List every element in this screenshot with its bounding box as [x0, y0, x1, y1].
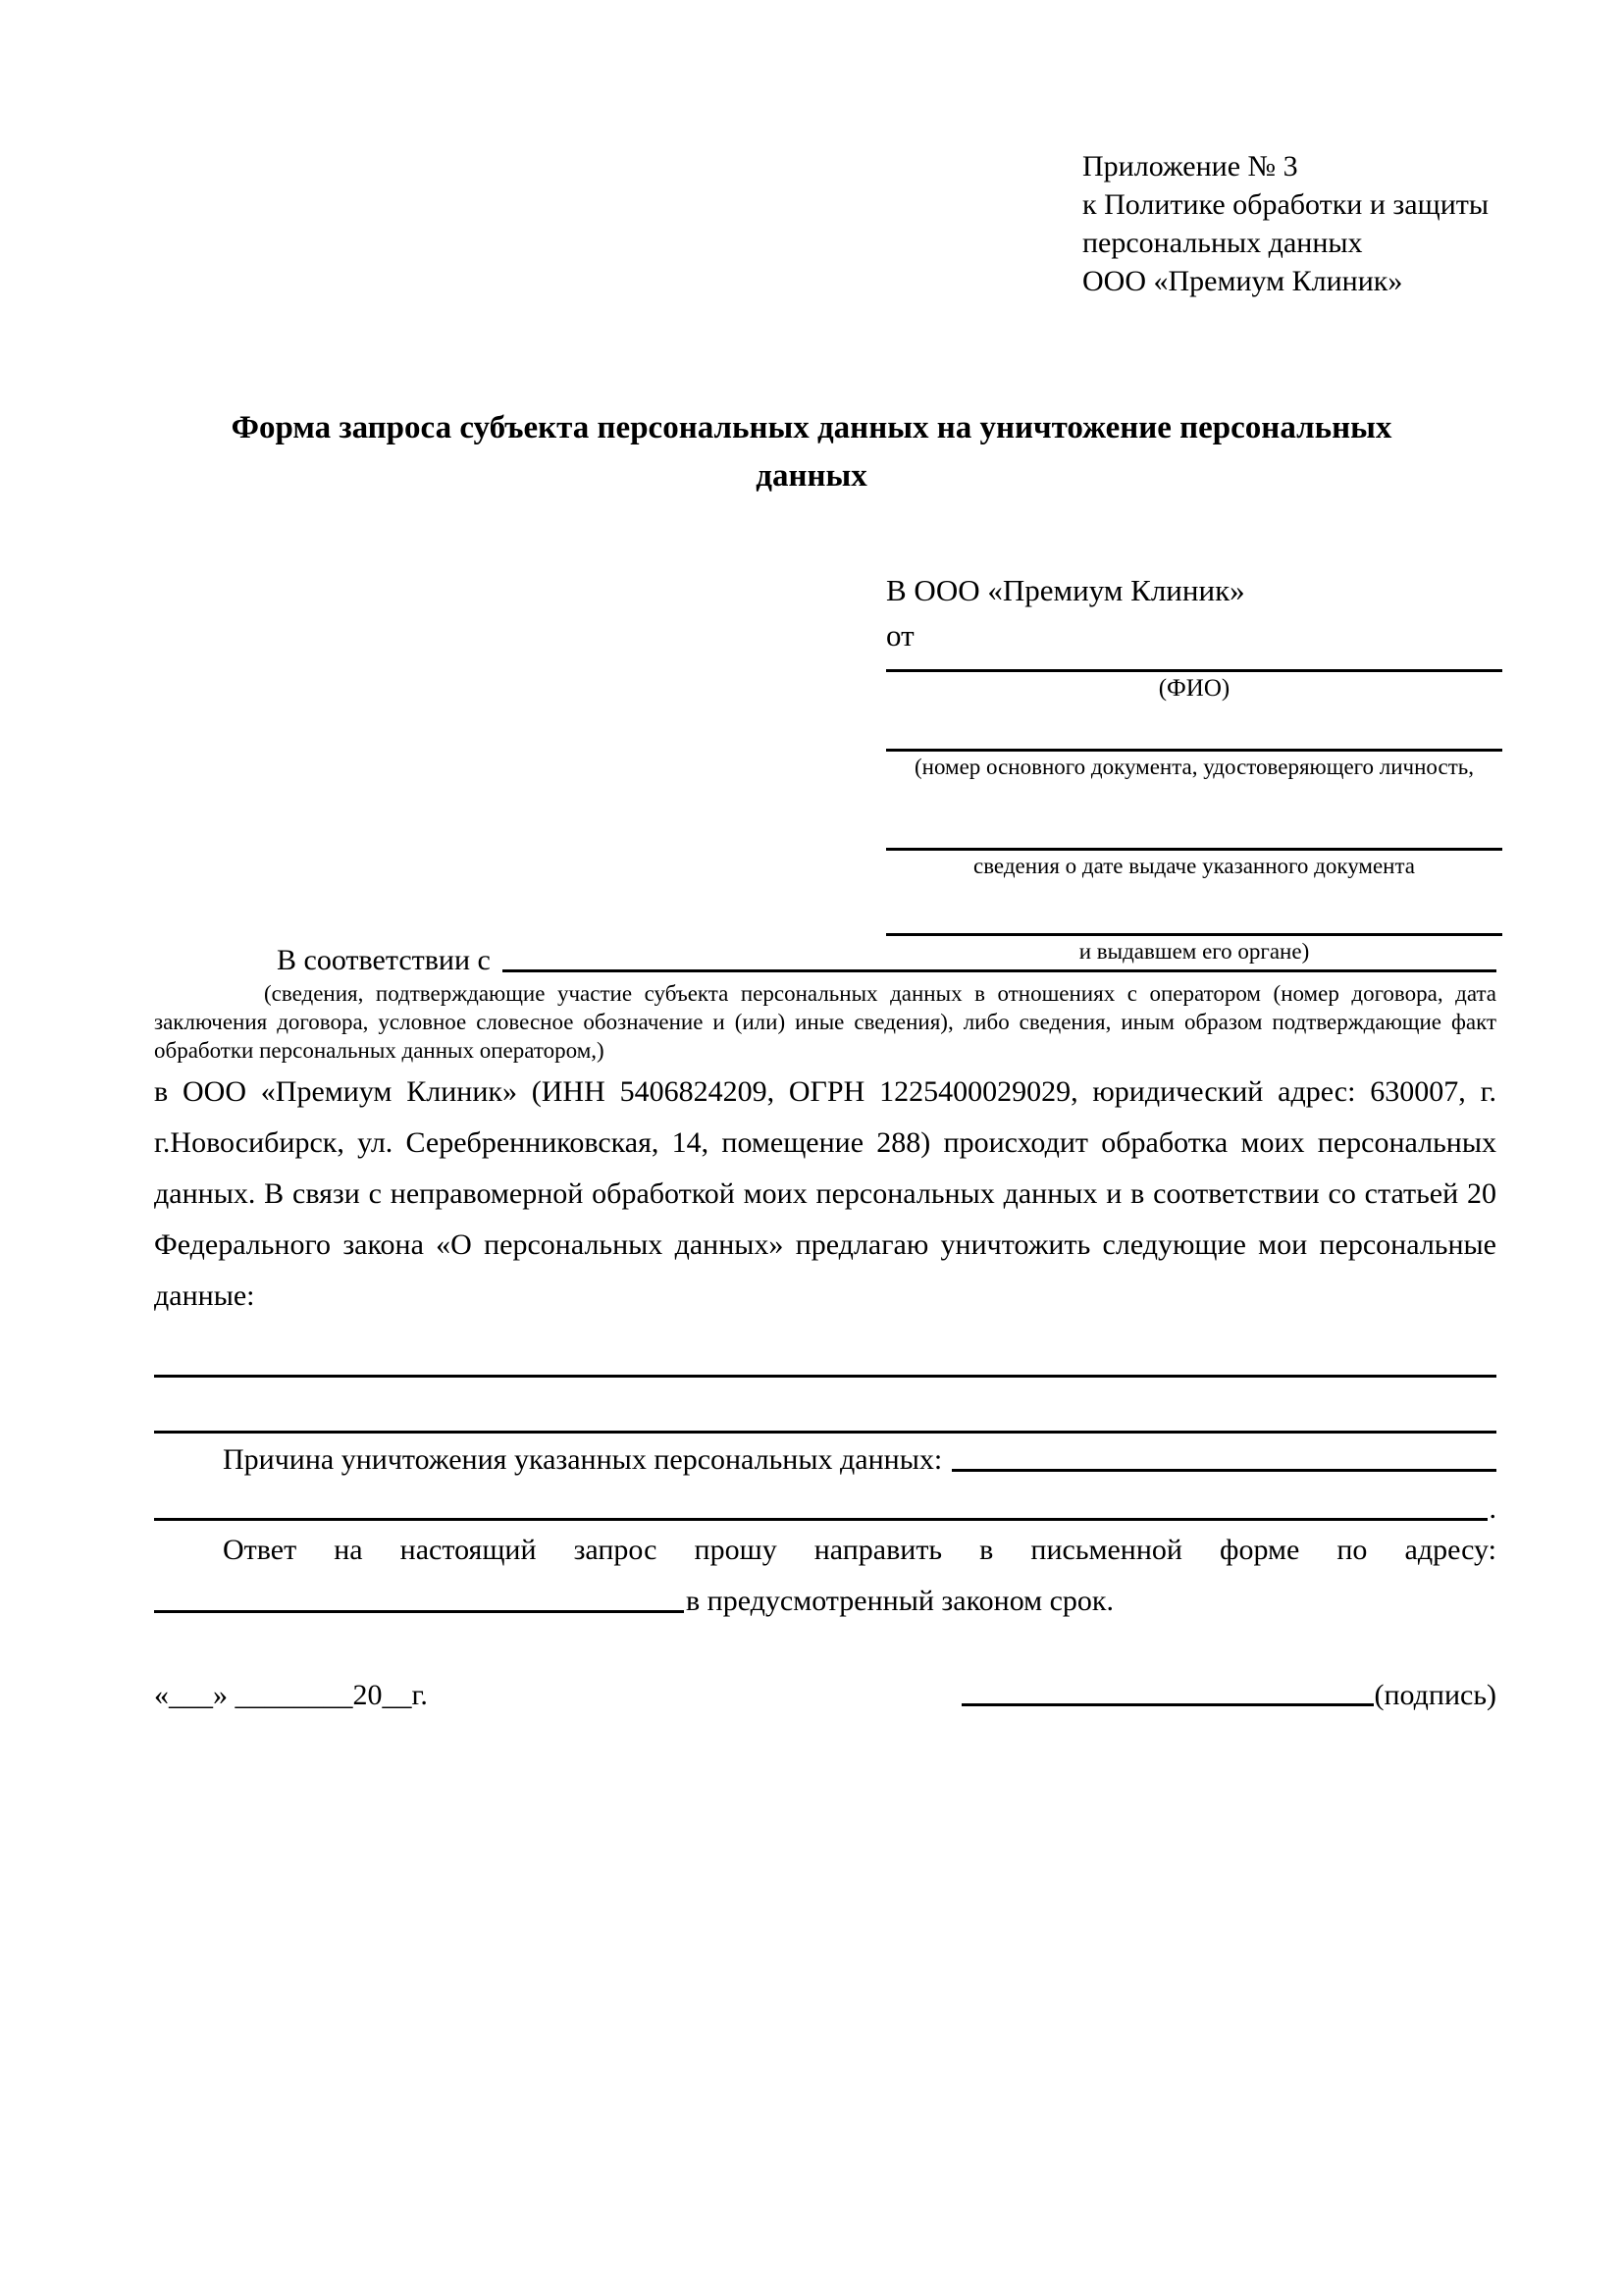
appendix-header-line: к Политике обработки и защиты [1082, 188, 1490, 221]
appendix-header [1082, 147, 1489, 300]
reply-request-paragraph: Ответ на настоящий запрос прошу направить в письменной форме по адресу: [223, 1534, 1496, 1566]
date-signature-row [154, 1679, 1496, 1712]
reason-row [154, 1434, 1496, 1477]
accordance-row [154, 934, 1496, 977]
issuing-authority-caption: и выдавшем его органе) [1078, 939, 1310, 964]
personal-data-blank-line-2 [154, 1378, 1496, 1434]
fio-caption: (ФИО) [1158, 675, 1230, 702]
reply-address-row [154, 1573, 1496, 1618]
appendix-header-line: персональных данных [1082, 227, 1363, 259]
document-title-text: Форма запроса субъекта персональных данных на уничтожение персональных данных [231, 410, 1392, 494]
accordance-blank-line [502, 969, 1496, 972]
signature-caption: (подпись) [1374, 1679, 1496, 1711]
appendix-header-line: ООО «Премиум Клиник» [1082, 265, 1403, 297]
fio-blank-line [886, 655, 1502, 672]
issue-date-caption: сведения о дате выдаче указанного документа [972, 854, 1416, 878]
addressee-block [886, 571, 1502, 965]
appendix-header-line: Приложение № 3 [1082, 150, 1298, 183]
document-body [154, 934, 1496, 1712]
sentence-period: . [1489, 1492, 1496, 1525]
reply-address-blank-line [154, 1610, 684, 1613]
personal-data-blank-line-1 [154, 1322, 1496, 1378]
date-blank: «___» ________20__г. [154, 1679, 428, 1711]
issuing-authority-blank-line [886, 880, 1502, 936]
addressee-to: В ООО «Премиум Клиник» [886, 573, 1245, 607]
addressee-from: от [886, 618, 915, 652]
main-paragraph: в ООО «Премиум Клиник» (ИНН 5406824209, ОГРН 1225400029029, юридический адрес: 630007, г. г.Новосибирск, ул. Серебренниковская, 14, помещение 288) происходит обработка моих персональных данных. В связи с неправомерной обработкой моих персональных данных и в соответствии со статьей 20 Федерального закона «О персональных данных» предлагаю уничтожить следующие мои персональные данные: [154, 1075, 1496, 1312]
accordance-footnote: (сведения, подтверждающие участие субъекта персональных данных в отношениях с оператором (номер договора, дата заключения договора, условное словесное обозначение и (или) иные сведения), либо сведения, иным образом подтверждающие факт обработки персональных данных оператором,) [154, 981, 1496, 1063]
document-title [0, 404, 1623, 500]
reason-blank-line-2 [154, 1518, 1488, 1521]
reason-label: Причина уничтожения указанных персональных данных: [223, 1443, 943, 1476]
reply-suffix-text: в предусмотренный законом срок. [686, 1585, 1114, 1617]
reason-blank-line [952, 1469, 1496, 1472]
document-number-caption: (номер основного документа, удостоверяющего личность, [914, 755, 1474, 779]
document-number-blank-line [886, 704, 1502, 752]
signature-group [962, 1679, 1496, 1712]
signature-blank-line [962, 1703, 1374, 1706]
reason-continuation-row [154, 1477, 1496, 1526]
issue-date-blank-line [886, 781, 1502, 851]
accordance-label: В соответствии с [277, 944, 491, 976]
